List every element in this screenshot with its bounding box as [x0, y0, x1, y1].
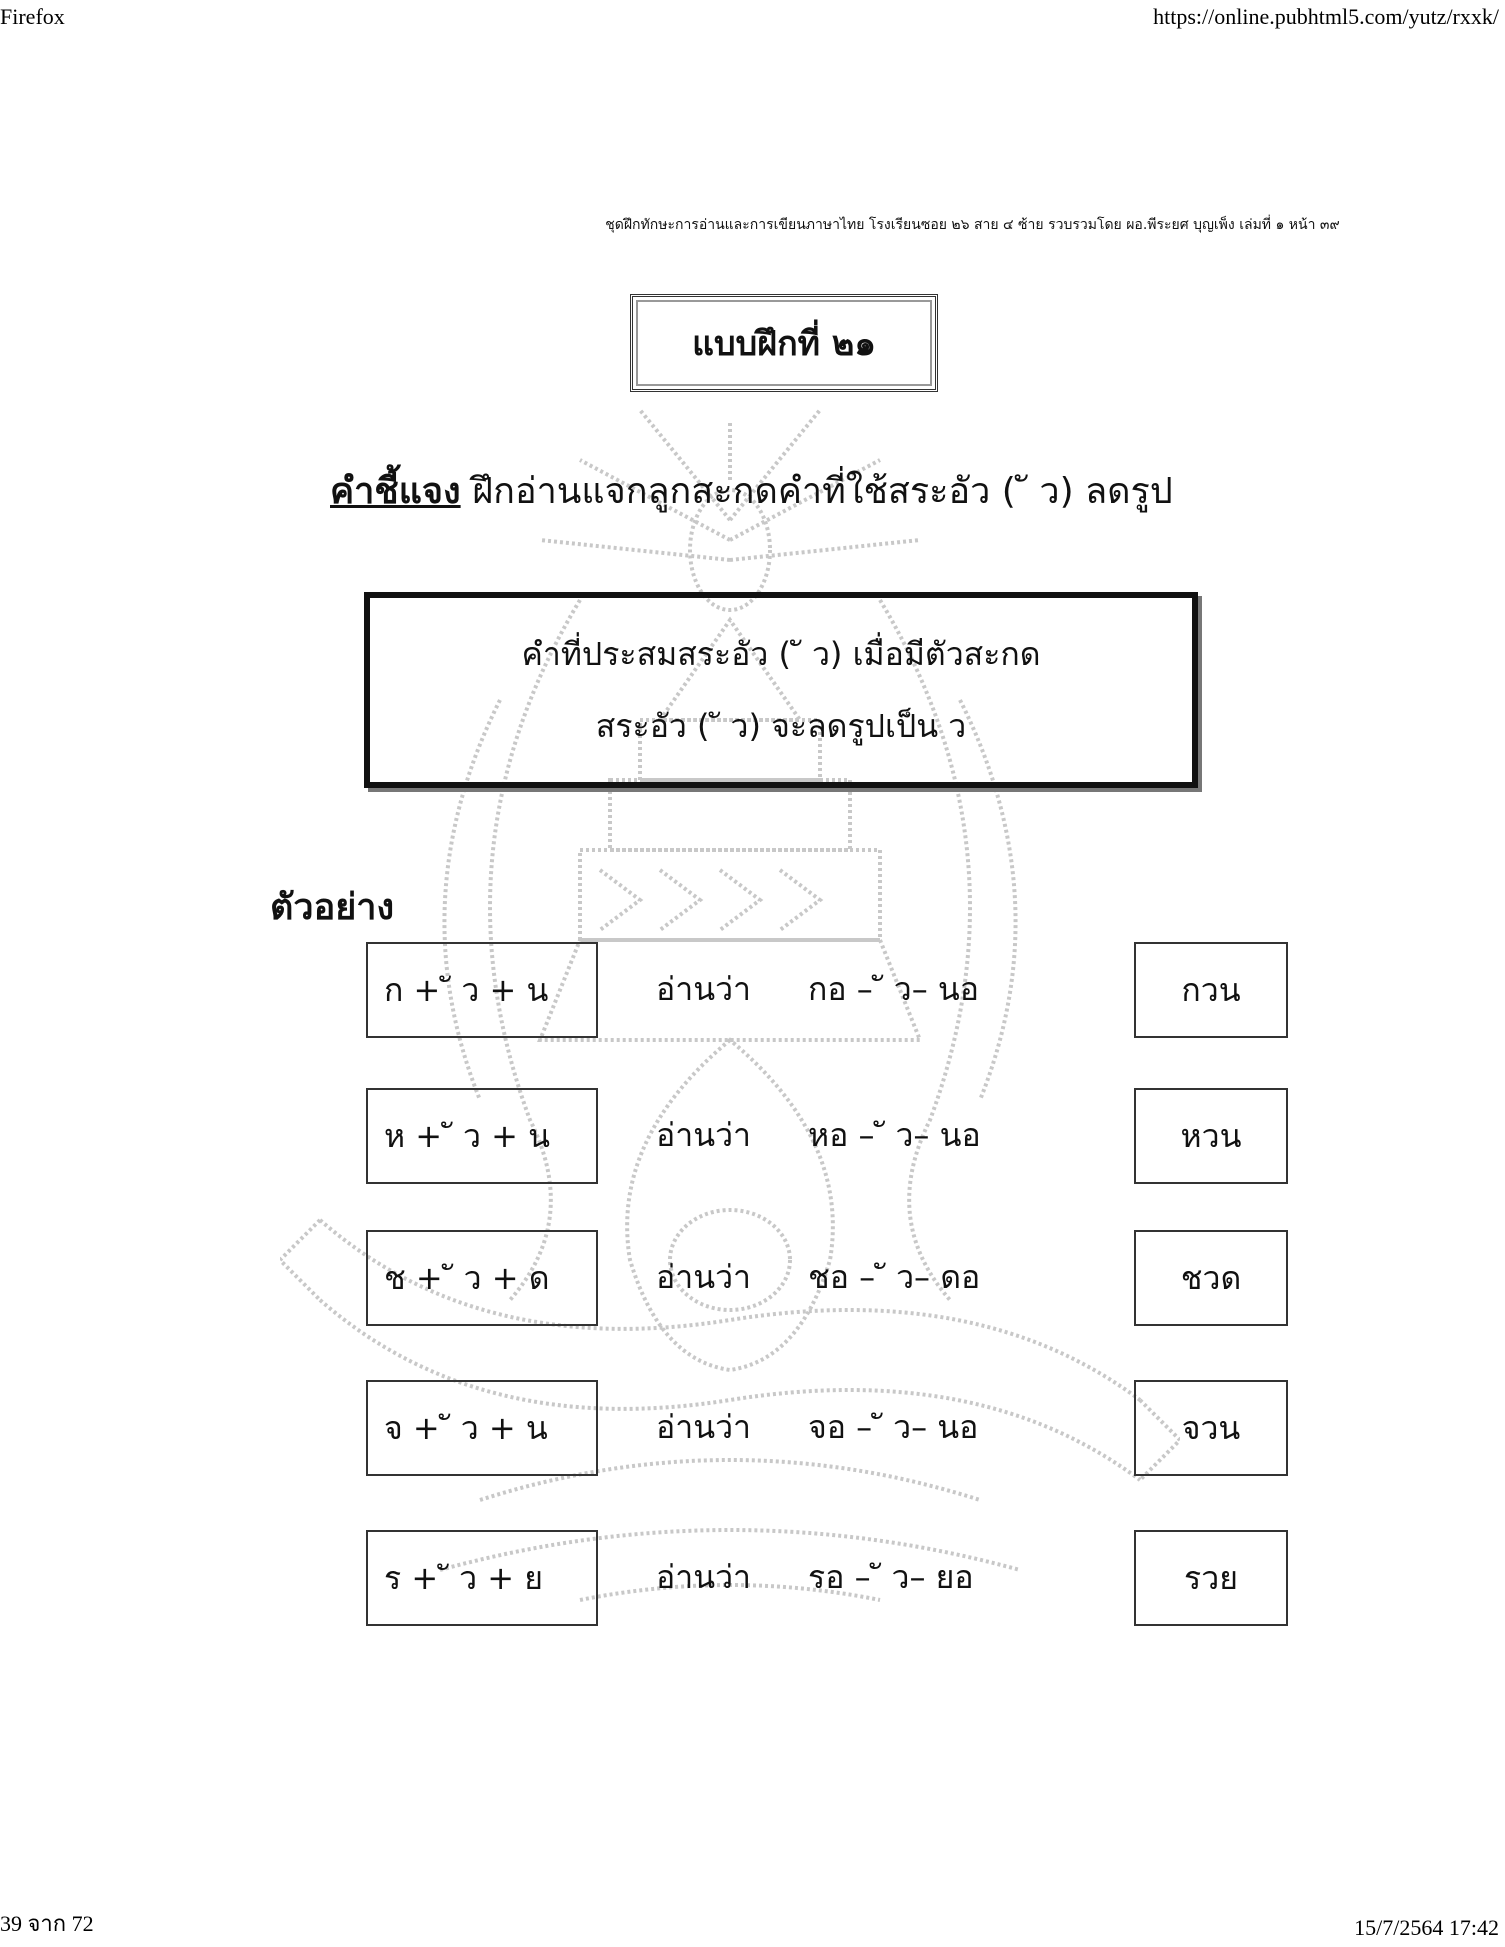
formula-box: ก + ั ว + น	[366, 942, 598, 1038]
reads-as-label: อ่านว่า	[656, 1558, 751, 1596]
rule-line-1: คำที่ประสมสระอัว ( ั ว) เมื่อมีตัวสะกด	[521, 635, 1041, 673]
rule-box	[364, 592, 1198, 788]
rule-line-2: สระอัว ( ั ว) จะลดรูปเป็น ว	[595, 707, 967, 745]
reads-as-label: อ่านว่า	[656, 1408, 751, 1446]
example-row	[0, 1230, 1505, 1330]
reads-as-label: อ่านว่า	[656, 1258, 751, 1296]
instruction-text: ฝึกอ่านแจกลูกสะกดคำที่ใช้สระอัว ( ั ว) ลดรูป	[472, 471, 1173, 512]
spelling-text: จอ – ั ว– นอ	[808, 1408, 979, 1446]
spelling-text: หอ – ั ว– นอ	[808, 1116, 981, 1154]
answer-word-box: จวน	[1134, 1380, 1288, 1476]
answer-word-box: กวน	[1134, 942, 1288, 1038]
print-header-url: https://online.pubhtml5.com/yutz/rxxk/	[1153, 4, 1499, 29]
exercise-title-box	[630, 294, 938, 392]
formula-box: ช + ั ว + ด	[366, 1230, 598, 1326]
reads-as-label: อ่านว่า	[656, 970, 751, 1008]
example-row	[0, 1380, 1505, 1480]
example-row	[0, 1088, 1505, 1188]
answer-word-box: ชวด	[1134, 1230, 1288, 1326]
answer-word-box: รวย	[1134, 1530, 1288, 1626]
print-header-title: Firefox	[0, 4, 65, 29]
spelling-text: รอ – ั ว– ยอ	[808, 1558, 974, 1596]
example-row	[0, 942, 1505, 1042]
reads-as-label: อ่านว่า	[656, 1116, 751, 1154]
answer-word-box: หวน	[1134, 1088, 1288, 1184]
formula-box: ร + ั ว + ย	[366, 1530, 598, 1626]
formula-box: จ + ั ว + น	[366, 1380, 598, 1476]
print-footer-page: 39 จาก 72	[0, 1911, 94, 1936]
running-header: ชุดฝึกทักษะการอ่านและการเขียนภาษาไทย โรงเรียนซอย ๒๖ สาย ๔ ซ้าย รวบรวมโดย ผอ.พีระยศ บุญเพ็ง เล่มที่ ๑ หน้า ๓๙	[605, 217, 1340, 233]
formula-box: ห + ั ว + น	[366, 1088, 598, 1184]
spelling-text: ชอ – ั ว– ดอ	[808, 1258, 981, 1296]
instruction-line	[330, 462, 1173, 519]
exercise-title: แบบฝึกที่ ๒๑	[692, 324, 876, 364]
example-heading: ตัวอย่าง	[270, 887, 395, 928]
example-row	[0, 1530, 1505, 1630]
instruction-label: คำชี้แจง	[330, 471, 461, 512]
spelling-text: กอ – ั ว– นอ	[808, 970, 979, 1008]
print-footer-datetime: 15/7/2564 17:42	[1354, 1915, 1499, 1940]
